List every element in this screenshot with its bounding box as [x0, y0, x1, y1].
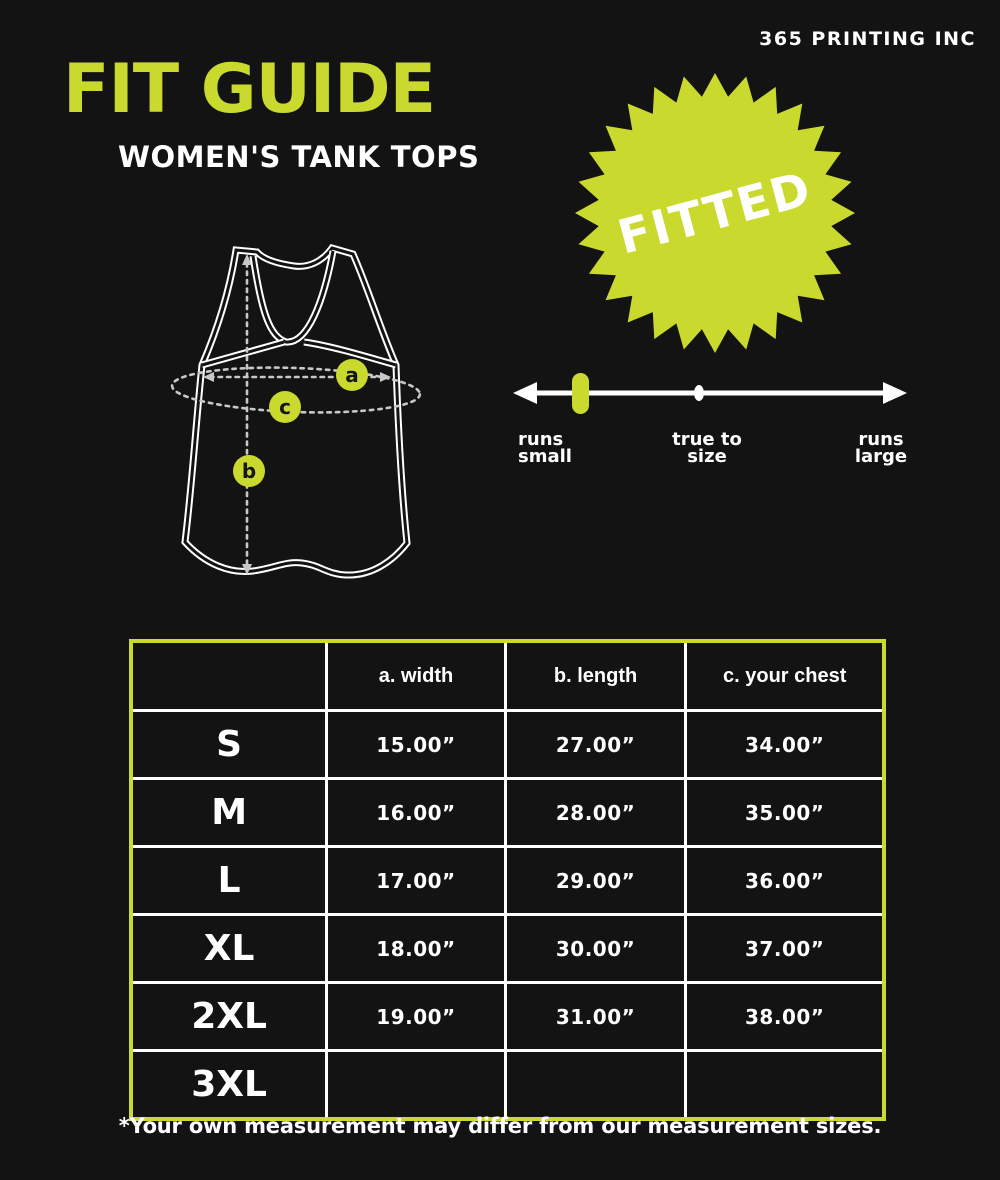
table-header-row: [131, 641, 884, 711]
table-row: [131, 1051, 884, 1120]
fitted-badge: [573, 71, 857, 355]
width-value: 16.00”: [327, 779, 505, 847]
footnote: *Your own measurement may differ from our measurement sizes.: [118, 1114, 882, 1138]
size-label: 2XL: [131, 983, 327, 1051]
width-value: 15.00”: [327, 711, 505, 779]
tank-top-diagram: [150, 230, 450, 590]
fitted-badge-label: FITTED: [612, 160, 818, 266]
table-row: [131, 847, 884, 915]
table-row: [131, 711, 884, 779]
chest-value: [686, 1051, 884, 1120]
scale-slider-marker: [572, 373, 589, 414]
length-value: 30.00”: [505, 915, 686, 983]
table-row: [131, 915, 884, 983]
scale-right-arrow-icon: [883, 382, 907, 404]
brand-name: 365 PRINTING INC: [759, 28, 976, 50]
tank-top-illustration-svg: [150, 230, 450, 590]
fit-scale-axis: [505, 365, 915, 425]
size-label: 3XL: [131, 1051, 327, 1120]
header-length: b. length: [505, 641, 686, 711]
scale-label-true-to-size: true to size: [672, 429, 742, 468]
chest-value: 37.00”: [686, 915, 884, 983]
size-label: M: [131, 779, 327, 847]
scale-label-runs-large: runs large: [854, 429, 908, 468]
width-value: [327, 1051, 505, 1120]
size-label: S: [131, 711, 327, 779]
width-value: 18.00”: [327, 915, 505, 983]
scale-label-runs-small: runs small: [518, 429, 572, 468]
length-value: 27.00”: [505, 711, 686, 779]
scale-center-dot: [694, 385, 704, 401]
length-value: 28.00”: [505, 779, 686, 847]
marker-c-label: c: [279, 395, 291, 419]
marker-b: [233, 455, 265, 487]
size-label: XL: [131, 915, 327, 983]
length-value: [505, 1051, 686, 1120]
chest-value: 38.00”: [686, 983, 884, 1051]
length-value: 31.00”: [505, 983, 686, 1051]
length-value: 29.00”: [505, 847, 686, 915]
marker-a: [336, 359, 368, 391]
chest-value: 36.00”: [686, 847, 884, 915]
size-table: [129, 639, 886, 1121]
page-title: FIT GUIDE: [63, 50, 436, 129]
table-row: [131, 983, 884, 1051]
width-value: 19.00”: [327, 983, 505, 1051]
marker-a-label: a: [345, 363, 359, 387]
header-size: [131, 641, 327, 711]
header-chest: c. your chest: [686, 641, 884, 711]
chest-value: 34.00”: [686, 711, 884, 779]
chest-value: 35.00”: [686, 779, 884, 847]
size-label: L: [131, 847, 327, 915]
table-row: [131, 779, 884, 847]
page-subtitle: WOMEN'S TANK TOPS: [118, 140, 480, 174]
marker-b-label: b: [241, 459, 257, 483]
width-value: 17.00”: [327, 847, 505, 915]
fit-scale: [505, 365, 915, 480]
header-width: a. width: [327, 641, 505, 711]
marker-c: [269, 391, 301, 423]
scale-left-arrow-icon: [513, 382, 537, 404]
